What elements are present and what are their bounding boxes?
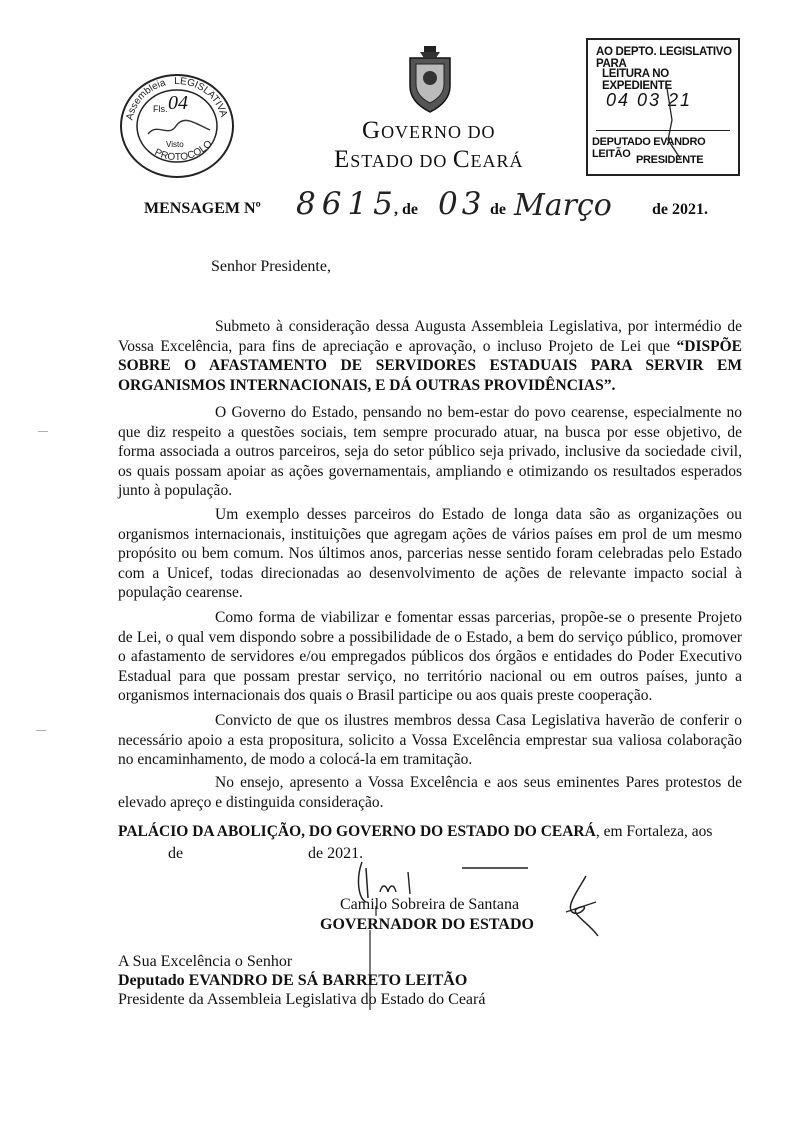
stamp-line2: LEITURA NO EXPEDIENTE bbox=[602, 68, 672, 92]
svg-text:LEGISLATIVA: LEGISLATIVA bbox=[174, 75, 229, 119]
message-label: MENSAGEM Nº bbox=[144, 200, 261, 217]
stamp-line4: PRESIDENTE bbox=[636, 154, 704, 166]
signer-title: GOVERNADOR DO ESTADO bbox=[320, 916, 534, 933]
stamp-signature-mark bbox=[658, 80, 688, 160]
message-year: de 2021. bbox=[652, 201, 708, 218]
closing-year: de 2021. bbox=[308, 845, 364, 862]
signer-name: Camilo Sobreira de Santana bbox=[340, 896, 520, 913]
protocol-seal bbox=[118, 72, 236, 180]
paragraph-3: Um exemplo desses parceiros do Estado de longa data são as organizações ou organismos internacionais, instituições que agregam ações de vários países em prol de um mesmo propósito ou bem comum. Nos últimos anos, parcerias nesse sentido foram celebradas pelo Estado com a Unicef, todas direcionadas ao desenvolvimento de ações de relevante impacto social à população cearense. bbox=[118, 506, 742, 602]
stamp-line1: AO DEPTO. LEGISLATIVO PARA bbox=[596, 46, 732, 70]
margin-mark: — bbox=[36, 725, 46, 736]
initial-signature bbox=[558, 872, 608, 942]
salutation: Senhor Presidente, bbox=[211, 258, 331, 275]
stamp-date: 04 03 21 bbox=[606, 90, 693, 110]
message-month: Março bbox=[514, 188, 612, 223]
stamp-line3: DEPUTADO EVANDRO LEITÃO bbox=[592, 136, 706, 160]
paragraph-5: Convicto de que os ilustres membros dessa Casa Legislativa haverão de conferir o necessário apoio a esta propositura, solicito a Vossa Excelência emprestar sua valiosa colaboração no encaminhamento, de modo a colocá-la em tramitação. bbox=[118, 712, 742, 769]
message-de2: de bbox=[490, 201, 506, 218]
addressee-line2: Deputado EVANDRO DE SÁ BARRETO LEITÃO bbox=[118, 972, 468, 989]
seal-ring-graphic bbox=[118, 72, 236, 180]
addressee-line1: A Sua Excelência o Senhor bbox=[118, 953, 293, 970]
state-coat-of-arms-icon bbox=[402, 44, 458, 114]
header-estado: ESTADO DO CEARÁ bbox=[334, 146, 524, 173]
closing-de: de bbox=[168, 845, 184, 862]
paragraph-4: Como forma de viabilizar e fomentar essas parcerias, propõe-se o presente Projeto de Lei, o qual vem dispondo sobre a possibilidade de o Estado, a bem do serviço público, promover o afastamento de servidores e/ou empregados públicos dos órgãos e entidades do Poder Executivo Estadual para que possam prestar serviço, no território nacional ou em outros países, junto a organismos internacionais dos quais o Brasil participe ou aos quais preste cooperação. bbox=[118, 609, 742, 705]
paragraph-6: No ensejo, apresento a Vossa Excelência e aos seus eminentes Pares protestos de elevado apreço e distinguida consideração. bbox=[118, 774, 742, 811]
message-de1: , de bbox=[394, 201, 418, 218]
header-governo: GOVERNO DO bbox=[362, 117, 496, 144]
svg-text:PROTOCOLO: PROTOCOLO bbox=[152, 138, 215, 164]
svg-text:Assembleia: Assembleia bbox=[124, 77, 167, 122]
message-day: 03 bbox=[438, 186, 486, 222]
paragraph-1: Submeto à consideração dessa Augusta Assembleia Legislativa, por intermédio de Vossa Excelência, para fins de apreciação e aprovação, o incluso Projeto de Lei que “DISPÕE SOBRE O AFASTAMENTO DE SERVIDORES ESTADUAIS PARA SERVIR EM ORGANISMOS INTERNACIONAIS, E DÁ OUTRAS PROVIDÊNCIAS”. bbox=[118, 318, 742, 394]
seal-fls-label: Fls. bbox=[153, 104, 168, 114]
seal-fls-number: 04 bbox=[168, 92, 188, 114]
message-number: 8615 bbox=[296, 186, 399, 222]
margin-mark: — bbox=[38, 426, 48, 437]
paragraph-2: O Governo do Estado, pensando no bem-estar do povo cearense, especialmente no que diz respeito a questões sociais, tem sempre procurado atuar, na busca por esse objetivo, de forma associada a outros parceiros, seja do setor público seja privado, inclusive da sociedade civil, os quais possam apoiar as ações governamentais, ampliando e otimizando os resultados esperados junto à população. bbox=[118, 404, 742, 500]
closing-line: PALÁCIO DA ABOLIÇÃO, DO GOVERNO DO ESTADO DO CEARÁ, em Fortaleza, aos bbox=[118, 823, 713, 840]
reception-stamp bbox=[586, 38, 740, 176]
seal-visto-label: Visto bbox=[166, 140, 184, 149]
addressee-line3: Presidente da Assembleia Legislativa do Estado do Ceará bbox=[118, 991, 486, 1008]
